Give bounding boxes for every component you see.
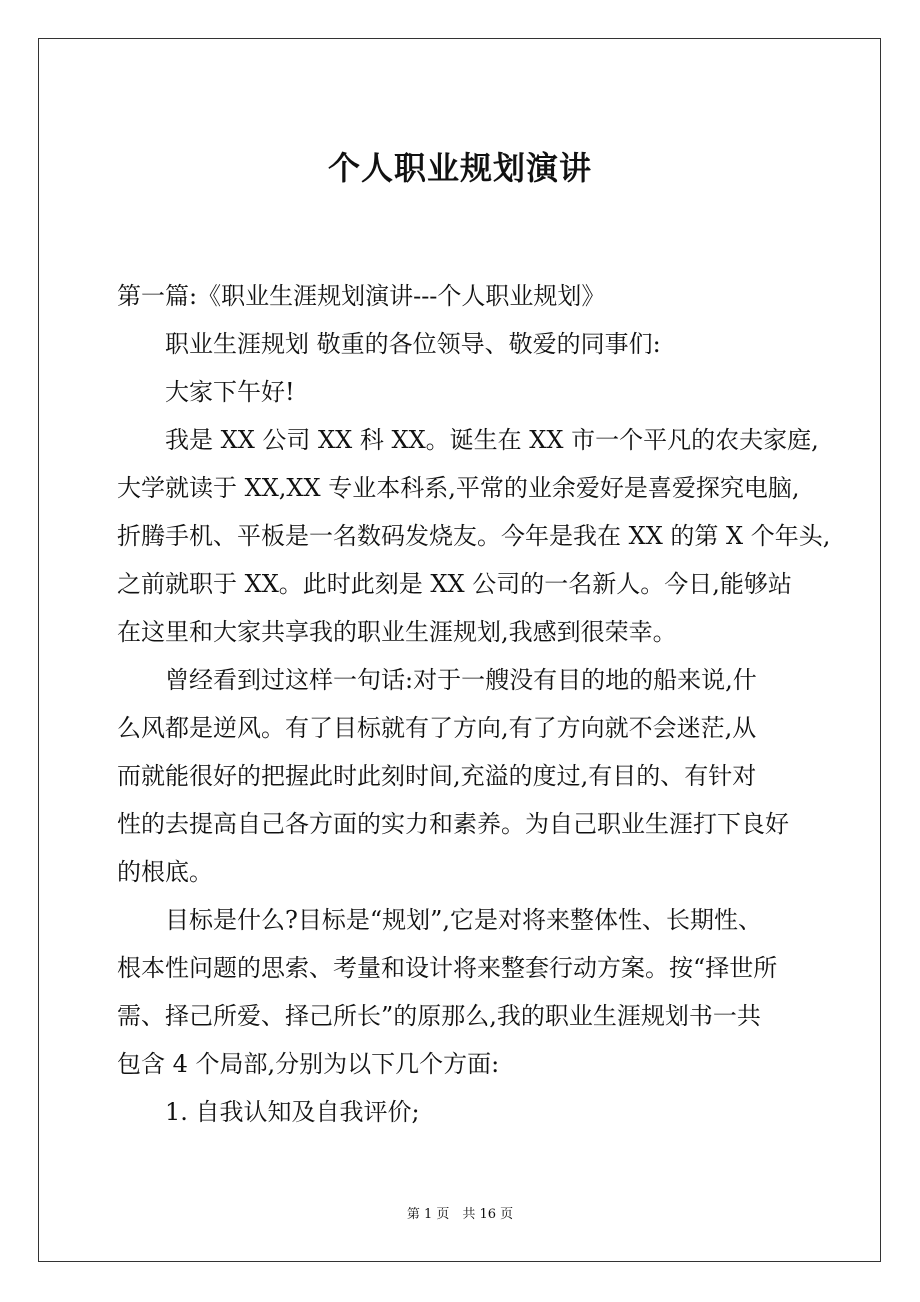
paragraph — [117, 272, 817, 320]
paragraph — [117, 1088, 817, 1136]
text-line: 1. 自我认知及自我评价; — [165, 1098, 420, 1126]
text-line: 第一篇:《职业生涯规划演讲---个人职业规划》 — [117, 282, 606, 310]
text-line: 大家下午好! — [165, 378, 295, 406]
text-line: 曾经看到过这样一句话:对于一艘没有目的地的船来说,什 — [165, 666, 757, 694]
text-line: 的根底。 — [117, 858, 213, 886]
text-line: 在这里和大家共享我的职业生涯规划,我感到很荣幸。 — [117, 618, 677, 646]
text-line: 之前就职于 XX。此时此刻是 XX 公司的一名新人。今日,能够站 — [117, 570, 792, 598]
page-number-footer: 第 1 页 共 16 页 — [406, 1207, 514, 1222]
text-line: 根本性问题的思索、考量和设计将来整套行动方案。按“择世所 — [117, 954, 778, 982]
text-line: 目标是什么?目标是“规划”,它是对将来整体性、长期性、 — [165, 906, 763, 934]
paragraph — [117, 896, 817, 1088]
text-line: 包含 4 个局部,分别为以下几个方面: — [117, 1050, 500, 1078]
text-line: 大学就读于 XX,XX 专业本科系,平常的业余爱好是喜爱探究电脑, — [117, 474, 800, 502]
text-line: 性的去提高自己各方面的实力和素养。为自己职业生涯打下良好 — [117, 810, 789, 838]
document-title: 个人职业规划演讲 — [327, 149, 592, 187]
text-line: 需、择己所爱、择己所长”的原那么,我的职业生涯规划书一共 — [117, 1002, 761, 1030]
text-line: 而就能很好的把握此时此刻时间,充溢的度过,有目的、有针对 — [117, 762, 757, 790]
text-line: 职业生涯规划 敬重的各位领导、敬爱的同事们: — [165, 330, 661, 358]
text-line: 么风都是逆风。有了目标就有了方向,有了方向就不会迷茫,从 — [117, 714, 757, 742]
paragraph — [117, 320, 817, 368]
paragraph — [117, 656, 817, 896]
text-line: 折腾手机、平板是一名数码发烧友。今年是我在 XX 的第 X 个年头, — [117, 522, 831, 550]
text-line: 我是 XX 公司 XX 科 XX。诞生在 XX 市一个平凡的农夫家庭, — [165, 426, 819, 454]
paragraph — [117, 368, 817, 416]
document-body — [117, 272, 831, 1136]
paragraph — [117, 416, 831, 656]
